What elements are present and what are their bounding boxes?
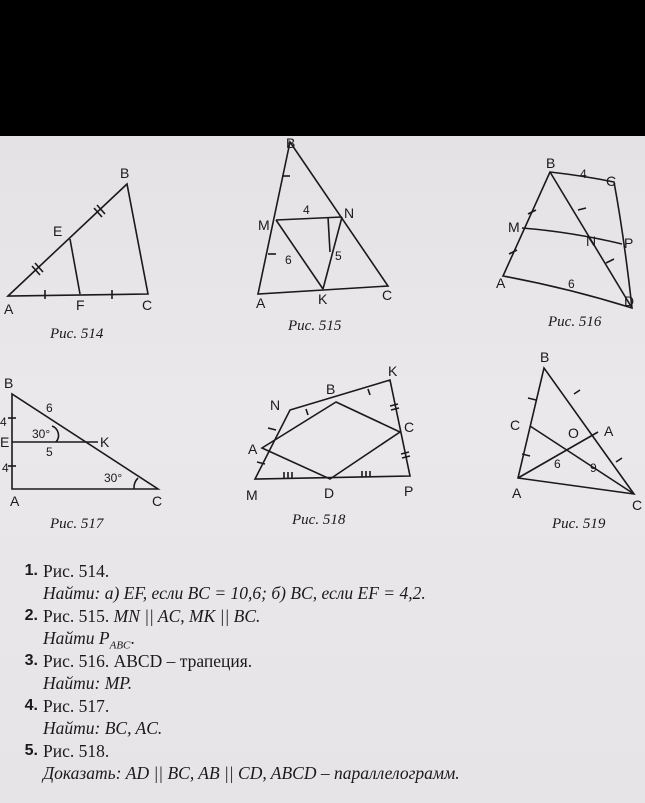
task-verb: Найти bbox=[43, 583, 95, 603]
caption-516: Рис. 516 bbox=[548, 314, 602, 330]
label-b: B bbox=[540, 349, 550, 365]
angle-e: 30° bbox=[32, 427, 51, 441]
task-1-line-2 bbox=[43, 582, 426, 604]
task-verb: Найти bbox=[43, 673, 95, 693]
caption-519: Рис. 519 bbox=[552, 516, 606, 532]
segment-mp bbox=[522, 228, 622, 244]
value-ea: 4 bbox=[2, 461, 9, 475]
label-a: A bbox=[256, 295, 266, 311]
caption-514: Рис. 514 bbox=[50, 326, 104, 342]
figure-517 bbox=[0, 375, 162, 532]
value-nk: 5 bbox=[335, 249, 342, 263]
label-o: O bbox=[568, 425, 579, 441]
figure-515 bbox=[256, 136, 392, 334]
label-a: A bbox=[496, 275, 506, 291]
label-m: M bbox=[508, 219, 520, 235]
task-verb: Доказать bbox=[43, 763, 116, 783]
label-m: M bbox=[258, 217, 270, 233]
label-p: P bbox=[404, 483, 414, 499]
label-k: K bbox=[318, 291, 328, 307]
label-m: M bbox=[246, 487, 258, 503]
label-d: D bbox=[324, 485, 335, 501]
figure-518 bbox=[246, 363, 414, 528]
task-ref: Рис. 514. bbox=[43, 561, 110, 581]
label-b: B bbox=[546, 155, 556, 171]
caption-515: Рис. 515 bbox=[288, 318, 342, 334]
segment-ef bbox=[70, 239, 80, 294]
value-ek: 5 bbox=[46, 445, 53, 459]
label-a: A bbox=[10, 493, 20, 509]
figure-516 bbox=[496, 155, 634, 330]
caption-518: Рис. 518 bbox=[292, 512, 346, 528]
label-e: E bbox=[53, 223, 63, 239]
task-number: 1. bbox=[24, 562, 38, 579]
segment-mn bbox=[276, 217, 342, 220]
label-d: D bbox=[624, 293, 635, 309]
task-2-line-1 bbox=[43, 605, 260, 627]
task-3-line-1 bbox=[43, 650, 252, 672]
task-number: 2. bbox=[24, 607, 38, 624]
textbook-page bbox=[0, 136, 645, 803]
value-co: 6 bbox=[554, 457, 561, 471]
task-5-line-2 bbox=[43, 762, 460, 784]
task-text: : AD || BC, AB || CD, ABCD – параллелограмм. bbox=[115, 763, 460, 783]
value-ad: 6 bbox=[568, 277, 575, 291]
figure-519 bbox=[510, 349, 642, 532]
label-a: A bbox=[248, 441, 258, 457]
label-k: K bbox=[100, 434, 110, 450]
task-verb: Найти bbox=[43, 718, 95, 738]
task-text: MN || AC, MK || BC. bbox=[109, 606, 261, 626]
task-number: 4. bbox=[24, 697, 38, 714]
label-a: A bbox=[512, 485, 522, 501]
label-f: F bbox=[76, 297, 85, 313]
label-n: N bbox=[270, 397, 281, 413]
task-ref: Рис. 518. bbox=[43, 741, 110, 761]
task-4-line-2 bbox=[43, 717, 162, 739]
label-p: P bbox=[624, 235, 634, 251]
value-bk: 6 bbox=[46, 401, 53, 415]
task-5-line-1 bbox=[43, 740, 109, 762]
task-ref: Рис. 517. bbox=[43, 696, 110, 716]
task-1-line-1 bbox=[43, 560, 109, 582]
label-c: C bbox=[382, 287, 393, 303]
label-c: C bbox=[632, 497, 643, 513]
value-be: 4 bbox=[0, 415, 7, 429]
task-verb: Найти bbox=[43, 628, 95, 648]
value-oc: 9 bbox=[590, 461, 597, 475]
task-number: 3. bbox=[24, 652, 38, 669]
task-text: : MP. bbox=[94, 673, 133, 693]
angle-c: 30° bbox=[104, 471, 123, 485]
median-aa1 bbox=[518, 432, 598, 478]
figure-514 bbox=[4, 165, 152, 342]
label-n: N bbox=[586, 233, 597, 249]
label-c1: C bbox=[510, 417, 521, 433]
label-b: B bbox=[120, 165, 130, 181]
segment-mk bbox=[276, 220, 323, 289]
task-punct: . bbox=[130, 628, 135, 648]
task-3-line-2 bbox=[43, 672, 132, 694]
caption-517: Рис. 517 bbox=[50, 516, 104, 532]
label-c: C bbox=[142, 297, 153, 313]
task-text: : BC, AC. bbox=[94, 718, 163, 738]
label-a: A bbox=[4, 301, 14, 317]
task-text: P bbox=[94, 628, 110, 648]
label-b: B bbox=[4, 375, 14, 391]
label-c: C bbox=[404, 419, 415, 435]
task-subscript: ABC bbox=[109, 639, 131, 652]
segment-vertical bbox=[328, 217, 330, 252]
task-text: : а) EF, если BC = 10,6; б) BC, если EF = 4,2. bbox=[94, 583, 426, 603]
task-text: ABCD – трапеция. bbox=[109, 651, 253, 671]
label-c: C bbox=[606, 173, 617, 189]
label-e: E bbox=[0, 434, 10, 450]
label-b: B bbox=[326, 381, 336, 397]
value-mn: 4 bbox=[303, 203, 310, 217]
parallelogram-abcd bbox=[262, 402, 400, 479]
task-number: 5. bbox=[24, 742, 38, 759]
label-n: N bbox=[344, 205, 355, 221]
figures-panel bbox=[0, 136, 645, 556]
label-c: C bbox=[152, 493, 163, 509]
label-b: B bbox=[286, 136, 296, 151]
label-k: K bbox=[388, 363, 398, 379]
task-ref: Рис. 516. bbox=[43, 651, 110, 671]
value-bc: 4 bbox=[580, 167, 587, 181]
value-mk: 6 bbox=[285, 253, 292, 267]
label-a1: A bbox=[604, 423, 614, 439]
task-ref: Рис. 515. bbox=[43, 606, 110, 626]
task-4-line-1 bbox=[43, 695, 109, 717]
